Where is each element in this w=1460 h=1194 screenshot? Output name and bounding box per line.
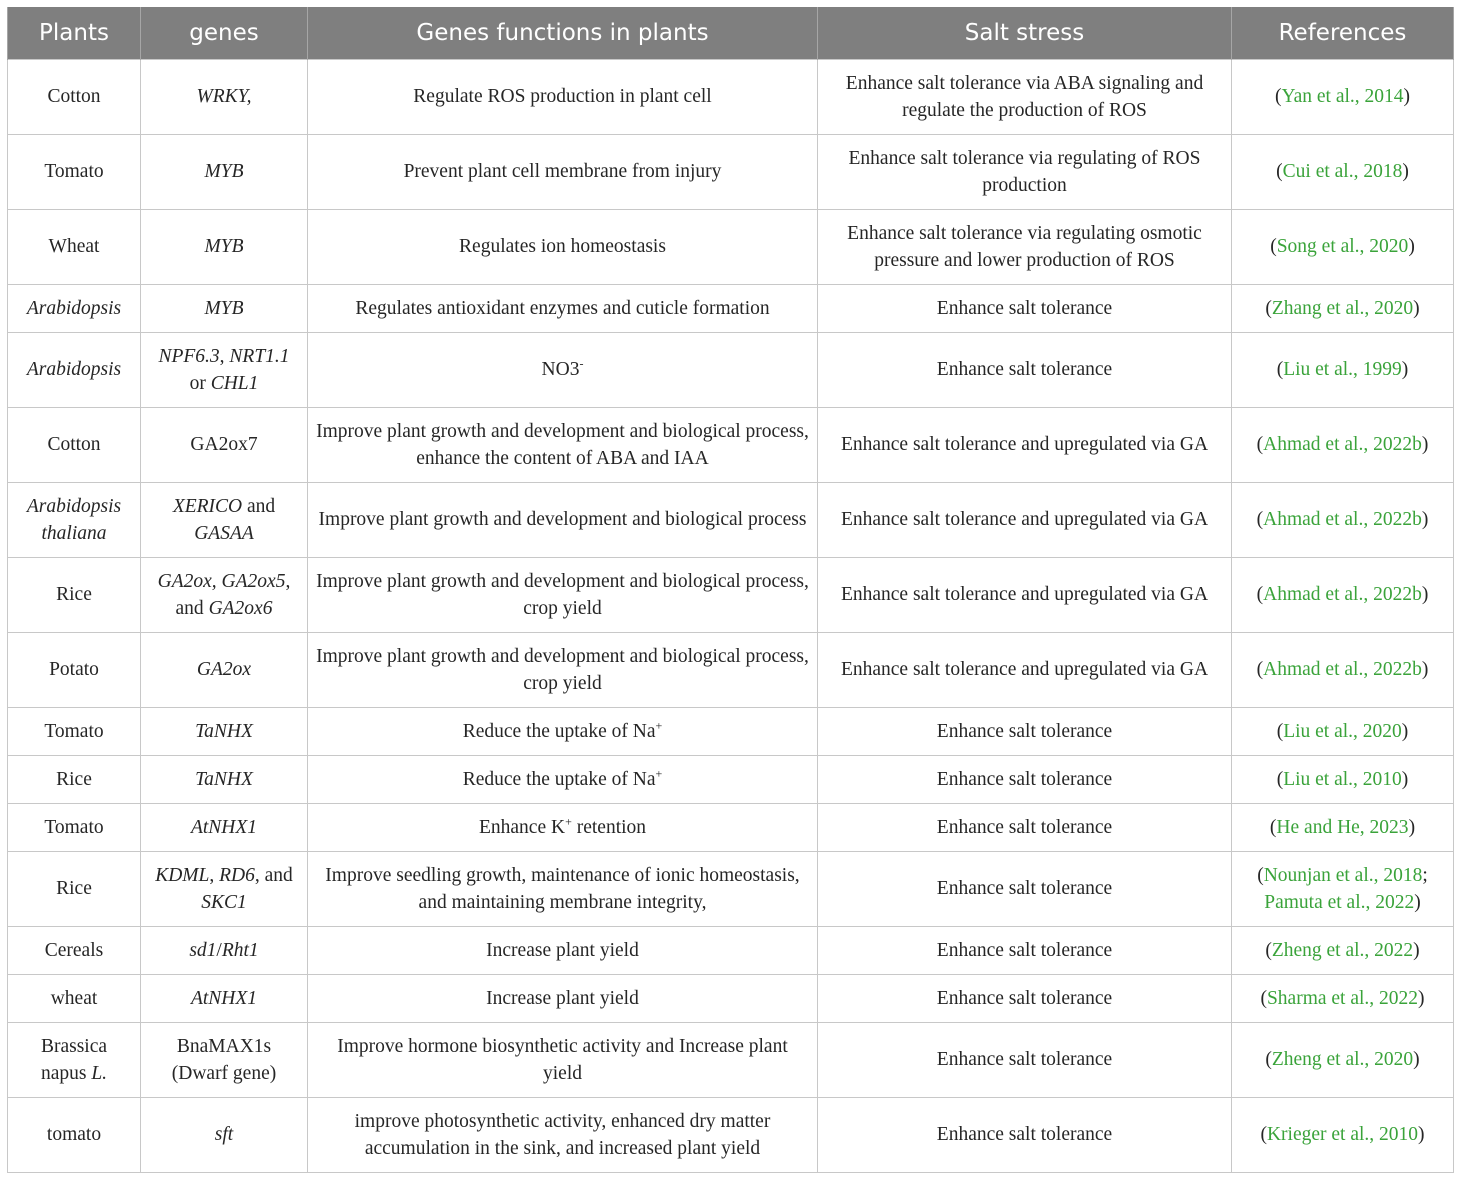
gene-cell <box>141 333 308 408</box>
gene-name-text: Rht1 <box>221 939 259 961</box>
salt-stress-text: Enhance salt tolerance <box>936 720 1113 742</box>
reference-punctuation: ) <box>1418 987 1425 1009</box>
gene-name-text: SKC1 <box>201 892 247 913</box>
reference-link[interactable]: Ahmad et al., 2022b <box>1263 434 1422 456</box>
reference-punctuation: ( <box>1276 720 1284 742</box>
table-row <box>8 210 1454 285</box>
reference-cell <box>1232 708 1454 756</box>
reference-link[interactable]: Song et al., 2020 <box>1276 236 1409 258</box>
plant-name-text: Arabidopsis <box>26 297 122 319</box>
reference-punctuation: ) <box>1418 1124 1425 1146</box>
gene-name-text: sd1 <box>189 939 217 961</box>
reference-punctuation: ( <box>1269 816 1277 838</box>
function-text: Improve plant growth and development and biological process, crop yield <box>316 645 809 694</box>
salt-stress-cell <box>818 927 1232 975</box>
gene-name-text: AtNHX1 <box>190 816 258 838</box>
function-text: Improve plant growth and development and biological process, enhance the content of ABA and IAA <box>316 420 809 469</box>
plant-name-text: Potato <box>49 659 99 681</box>
gene-name-text: NPF6.3 <box>158 345 220 367</box>
reference-punctuation: ; <box>1422 864 1428 886</box>
gene-cell <box>141 558 308 633</box>
function-text: Improve plant growth and development and biological process <box>318 509 807 531</box>
function-cell <box>308 804 818 852</box>
salt-stress-text: Enhance salt tolerance <box>936 939 1113 961</box>
header-gene-functions: Genes functions in plants <box>308 7 818 60</box>
reference-cell <box>1232 210 1454 285</box>
salt-stress-text: Enhance salt tolerance <box>936 359 1113 381</box>
gene-name-text: CHL1 <box>210 373 259 394</box>
function-text: improve photosynthetic activity, enhanced dry matter accumulation in the sink, and increased plant yield <box>354 1110 771 1159</box>
gene-cell <box>141 804 308 852</box>
table-row <box>8 135 1454 210</box>
function-text: Increase plant yield <box>486 939 639 961</box>
reference-punctuation: ) <box>1421 659 1429 681</box>
gene-name-text: GA2ox, GA2ox5 <box>157 570 286 592</box>
gene-cell <box>141 927 308 975</box>
gene-name-text: NRT1.1 <box>229 345 290 367</box>
gene-cell <box>141 852 308 927</box>
function-cell <box>308 975 818 1023</box>
reference-punctuation: ) <box>1403 86 1411 108</box>
function-cell <box>308 210 818 285</box>
function-cell <box>308 285 818 333</box>
function-text: Regulate ROS production in plant cell <box>413 86 712 108</box>
plant-name-text: tomato <box>46 1124 102 1146</box>
header-plants: Plants <box>8 7 141 60</box>
gene-cell <box>141 975 308 1023</box>
function-text: Reduce the uptake of Na <box>462 768 656 790</box>
gene-cell <box>141 708 308 756</box>
reference-punctuation: ) <box>1421 509 1429 531</box>
gene-name-text: WRKY, <box>196 86 252 108</box>
plant-name-text: Tomato <box>44 720 104 742</box>
gene-name-text: , and <box>254 864 293 886</box>
function-text: Improve plant growth and development and biological process, crop yield <box>316 570 809 619</box>
gene-cell <box>141 60 308 135</box>
plant-name-text: Cereals <box>44 939 104 961</box>
function-cell <box>308 60 818 135</box>
function-cell <box>308 756 818 804</box>
salt-stress-cell <box>818 285 1232 333</box>
table-row <box>8 483 1454 558</box>
table-row <box>8 1023 1454 1098</box>
reference-link[interactable]: Cui et al., 2018 <box>1282 161 1403 183</box>
gene-name-text: BnaMAX1s (Dwarf gene) <box>171 1035 277 1084</box>
reference-link[interactable]: Zhang et al., 2020 <box>1271 297 1414 319</box>
reference-punctuation: ( <box>1265 1049 1272 1071</box>
plant-cell <box>8 1098 141 1173</box>
reference-punctuation: ) <box>1413 297 1420 319</box>
reference-cell <box>1232 1098 1454 1173</box>
reference-cell <box>1232 804 1454 852</box>
plant-name-text: Rice <box>56 878 92 900</box>
plant-cell <box>8 558 141 633</box>
table-row <box>8 708 1454 756</box>
function-text: Improve seedling growth, maintenance of ionic homeostasis, and maintaining membrane integrity, <box>325 864 800 913</box>
reference-punctuation: ( <box>1276 161 1283 183</box>
reference-punctuation: ) <box>1414 892 1421 913</box>
gene-name-text: TaNHX <box>195 720 253 742</box>
plant-cell <box>8 708 141 756</box>
plant-name-text: Rice <box>56 584 92 606</box>
table-row <box>8 633 1454 708</box>
function-text: Reduce the uptake of Na <box>462 720 656 742</box>
gene-name-text: GA2ox <box>196 659 252 681</box>
table-row <box>8 927 1454 975</box>
superscript-text: - <box>579 356 584 371</box>
reference-link[interactable]: Pamuta et al., 2022 <box>1264 892 1415 913</box>
function-text: Regulates ion homeostasis <box>459 236 666 258</box>
reference-punctuation: ( <box>1256 584 1264 606</box>
reference-punctuation: ( <box>1256 509 1264 531</box>
reference-punctuation: ) <box>1401 768 1409 790</box>
gene-cell <box>141 285 308 333</box>
reference-punctuation: ( <box>1256 659 1264 681</box>
table-row <box>8 558 1454 633</box>
gene-cell <box>141 408 308 483</box>
superscript-text: + <box>655 766 663 781</box>
plant-cell <box>8 60 141 135</box>
function-text: retention <box>571 816 647 838</box>
plant-cell <box>8 333 141 408</box>
reference-cell <box>1232 975 1454 1023</box>
salt-stress-text: Enhance salt tolerance and upregulated via GA <box>840 509 1209 531</box>
reference-punctuation: ( <box>1265 297 1272 319</box>
table-row <box>8 975 1454 1023</box>
reference-punctuation: ( <box>1265 939 1272 961</box>
reference-link[interactable]: Ahmad et al., 2022b <box>1263 509 1422 531</box>
reference-punctuation: ) <box>1408 816 1416 838</box>
gene-name-text: KDML <box>155 864 210 886</box>
gene-name-text: MYB <box>204 297 244 319</box>
gene-name-text: and <box>242 495 276 517</box>
salt-stress-text: Enhance salt tolerance <box>936 1124 1113 1146</box>
plant-cell <box>8 804 141 852</box>
reference-cell <box>1232 408 1454 483</box>
reference-punctuation: ) <box>1413 1049 1420 1071</box>
reference-cell <box>1232 333 1454 408</box>
salt-stress-text: Enhance salt tolerance <box>936 987 1113 1009</box>
salt-stress-cell <box>818 483 1232 558</box>
plant-name-text: Arabidopsis thaliana <box>26 495 122 544</box>
reference-punctuation: ( <box>1260 1124 1267 1146</box>
salt-stress-text: Enhance salt tolerance and upregulated via GA <box>840 584 1209 606</box>
plant-name-text: Cotton <box>47 434 101 456</box>
function-cell <box>308 333 818 408</box>
header-references: References <box>1232 7 1454 60</box>
function-text: Increase plant yield <box>486 987 639 1009</box>
salt-stress-cell <box>818 804 1232 852</box>
gene-name-text: XERICO <box>172 495 243 517</box>
function-cell <box>308 927 818 975</box>
function-cell <box>308 135 818 210</box>
gene-name-text: , and <box>175 570 291 619</box>
salt-stress-cell <box>818 708 1232 756</box>
function-text: Prevent plant cell membrane from injury <box>403 161 722 183</box>
salt-stress-cell <box>818 633 1232 708</box>
salt-stress-cell <box>818 1023 1232 1098</box>
gene-cell <box>141 1023 308 1098</box>
plant-name-text: Brassica napus <box>40 1035 108 1084</box>
reference-link[interactable]: Ahmad et al., 2022b <box>1263 584 1422 606</box>
plant-cell <box>8 483 141 558</box>
gene-cell <box>141 756 308 804</box>
table-row <box>8 333 1454 408</box>
function-cell <box>308 852 818 927</box>
reference-punctuation: ) <box>1408 236 1415 258</box>
reference-cell <box>1232 135 1454 210</box>
reference-cell <box>1232 558 1454 633</box>
reference-punctuation: ) <box>1421 434 1429 456</box>
plant-name-text: Rice <box>56 768 92 790</box>
gene-cell <box>141 633 308 708</box>
gene-name-text: / <box>216 939 222 961</box>
reference-cell <box>1232 852 1454 927</box>
reference-link[interactable]: Zheng et al., 2022 <box>1271 939 1414 961</box>
gene-cell <box>141 135 308 210</box>
table-header-row <box>8 7 1454 60</box>
plant-name-text: Cotton <box>47 86 101 108</box>
function-cell <box>308 558 818 633</box>
gene-table <box>7 7 1454 1173</box>
salt-stress-text: Enhance salt tolerance <box>936 1049 1113 1071</box>
header-genes: genes <box>141 7 308 60</box>
salt-stress-cell <box>818 852 1232 927</box>
reference-cell <box>1232 60 1454 135</box>
salt-stress-text: Enhance salt tolerance <box>936 816 1113 838</box>
salt-stress-cell <box>818 1098 1232 1173</box>
function-cell <box>308 1023 818 1098</box>
salt-stress-cell <box>818 975 1232 1023</box>
plant-cell <box>8 408 141 483</box>
reference-link[interactable]: Sharma et al., 2022 <box>1266 987 1419 1009</box>
gene-name-text: or <box>189 373 211 394</box>
reference-punctuation: ( <box>1270 236 1277 258</box>
gene-name-text: , <box>209 864 220 886</box>
reference-link[interactable]: Ahmad et al., 2022b <box>1263 659 1422 681</box>
gene-name-text: AtNHX1 <box>190 987 258 1009</box>
gene-name-text: MYB <box>204 161 244 183</box>
reference-link[interactable]: Zheng et al., 2020 <box>1271 1049 1414 1071</box>
salt-stress-text: Enhance salt tolerance <box>936 297 1113 319</box>
gene-name-text: TaNHX <box>195 768 253 790</box>
reference-cell <box>1232 633 1454 708</box>
reference-cell <box>1232 483 1454 558</box>
plant-name-text: Tomato <box>44 816 104 838</box>
gene-cell <box>141 210 308 285</box>
reference-punctuation: ( <box>1256 434 1264 456</box>
header-salt-stress: Salt stress <box>818 7 1232 60</box>
salt-stress-text: Enhance salt tolerance via regulating of ROS production <box>848 147 1201 196</box>
table-row <box>8 852 1454 927</box>
reference-punctuation: ) <box>1401 359 1409 381</box>
reference-punctuation: ) <box>1421 584 1429 606</box>
function-cell <box>308 1098 818 1173</box>
reference-punctuation: ) <box>1413 939 1420 961</box>
table-row <box>8 756 1454 804</box>
salt-stress-cell <box>818 135 1232 210</box>
reference-link[interactable]: Liu et al., 2020 <box>1283 720 1402 742</box>
salt-stress-text: Enhance salt tolerance <box>936 878 1113 900</box>
salt-stress-cell <box>818 60 1232 135</box>
plant-cell <box>8 210 141 285</box>
reference-punctuation: ( <box>1260 987 1267 1009</box>
function-cell <box>308 708 818 756</box>
salt-stress-cell <box>818 333 1232 408</box>
salt-stress-cell <box>818 558 1232 633</box>
plant-cell <box>8 756 141 804</box>
plant-cell <box>8 633 141 708</box>
plant-cell <box>8 1023 141 1098</box>
superscript-text: + <box>565 814 572 829</box>
gene-cell <box>141 483 308 558</box>
function-text: Regulates antioxidant enzymes and cuticle formation <box>355 297 770 319</box>
reference-link[interactable]: Yan et al., 2014 <box>1281 86 1404 108</box>
salt-stress-cell <box>818 408 1232 483</box>
plant-cell <box>8 975 141 1023</box>
plant-cell <box>8 285 141 333</box>
gene-name-text: GA2ox7 <box>190 434 258 456</box>
reference-cell <box>1232 1023 1454 1098</box>
plant-name-text: Arabidopsis <box>26 359 122 381</box>
table-row <box>8 60 1454 135</box>
reference-link[interactable]: Liu et al., 2010 <box>1283 768 1402 790</box>
table-row <box>8 408 1454 483</box>
plant-name-text: Wheat <box>48 236 100 258</box>
reference-punctuation: ( <box>1276 768 1284 790</box>
reference-link[interactable]: Nounjan et al., 2018 <box>1263 864 1423 886</box>
reference-link[interactable]: He and He, 2023 <box>1276 816 1409 838</box>
gene-name-text: sft <box>214 1124 234 1146</box>
reference-punctuation: ( <box>1257 864 1264 886</box>
superscript-text: + <box>655 718 663 733</box>
salt-stress-text: Enhance salt tolerance and upregulated via GA <box>840 434 1209 456</box>
gene-name-text: , <box>219 345 230 367</box>
reference-link[interactable]: Liu et al., 1999 <box>1283 359 1402 381</box>
function-cell <box>308 483 818 558</box>
table-body <box>8 60 1454 1173</box>
reference-link[interactable]: Krieger et al., 2010 <box>1266 1124 1419 1146</box>
gene-name-text: GASAA <box>194 523 254 544</box>
gene-cell <box>141 1098 308 1173</box>
salt-stress-cell <box>818 210 1232 285</box>
function-cell <box>308 633 818 708</box>
plant-cell <box>8 852 141 927</box>
salt-stress-text: Enhance salt tolerance via regulating osmotic pressure and lower production of ROS <box>847 222 1202 271</box>
salt-stress-text: Enhance salt tolerance via ABA signaling and regulate the production of ROS <box>845 72 1204 121</box>
reference-cell <box>1232 756 1454 804</box>
gene-name-text: MYB <box>204 236 244 258</box>
plant-cell <box>8 135 141 210</box>
table-row <box>8 1098 1454 1173</box>
table-row <box>8 804 1454 852</box>
salt-stress-text: Enhance salt tolerance <box>936 768 1113 790</box>
table-row <box>8 285 1454 333</box>
gene-name-text: GA2ox6 <box>208 598 273 619</box>
reference-punctuation: ( <box>1274 86 1282 108</box>
function-text: Enhance K <box>478 816 566 838</box>
reference-cell <box>1232 285 1454 333</box>
plant-name-text: L. <box>91 1063 108 1084</box>
plant-cell <box>8 927 141 975</box>
salt-stress-text: Enhance salt tolerance and upregulated via GA <box>840 659 1209 681</box>
gene-table-container <box>7 7 1453 1173</box>
reference-cell <box>1232 927 1454 975</box>
function-text: Improve hormone biosynthetic activity and Increase plant yield <box>337 1035 788 1084</box>
salt-stress-cell <box>818 756 1232 804</box>
plant-name-text: wheat <box>50 987 98 1009</box>
gene-name-text: RD6 <box>219 864 255 886</box>
plant-name-text: Tomato <box>44 161 104 183</box>
function-text: NO3 <box>541 359 580 381</box>
reference-punctuation: ( <box>1276 359 1284 381</box>
function-cell <box>308 408 818 483</box>
reference-punctuation: ) <box>1401 720 1409 742</box>
reference-punctuation: ) <box>1402 161 1409 183</box>
